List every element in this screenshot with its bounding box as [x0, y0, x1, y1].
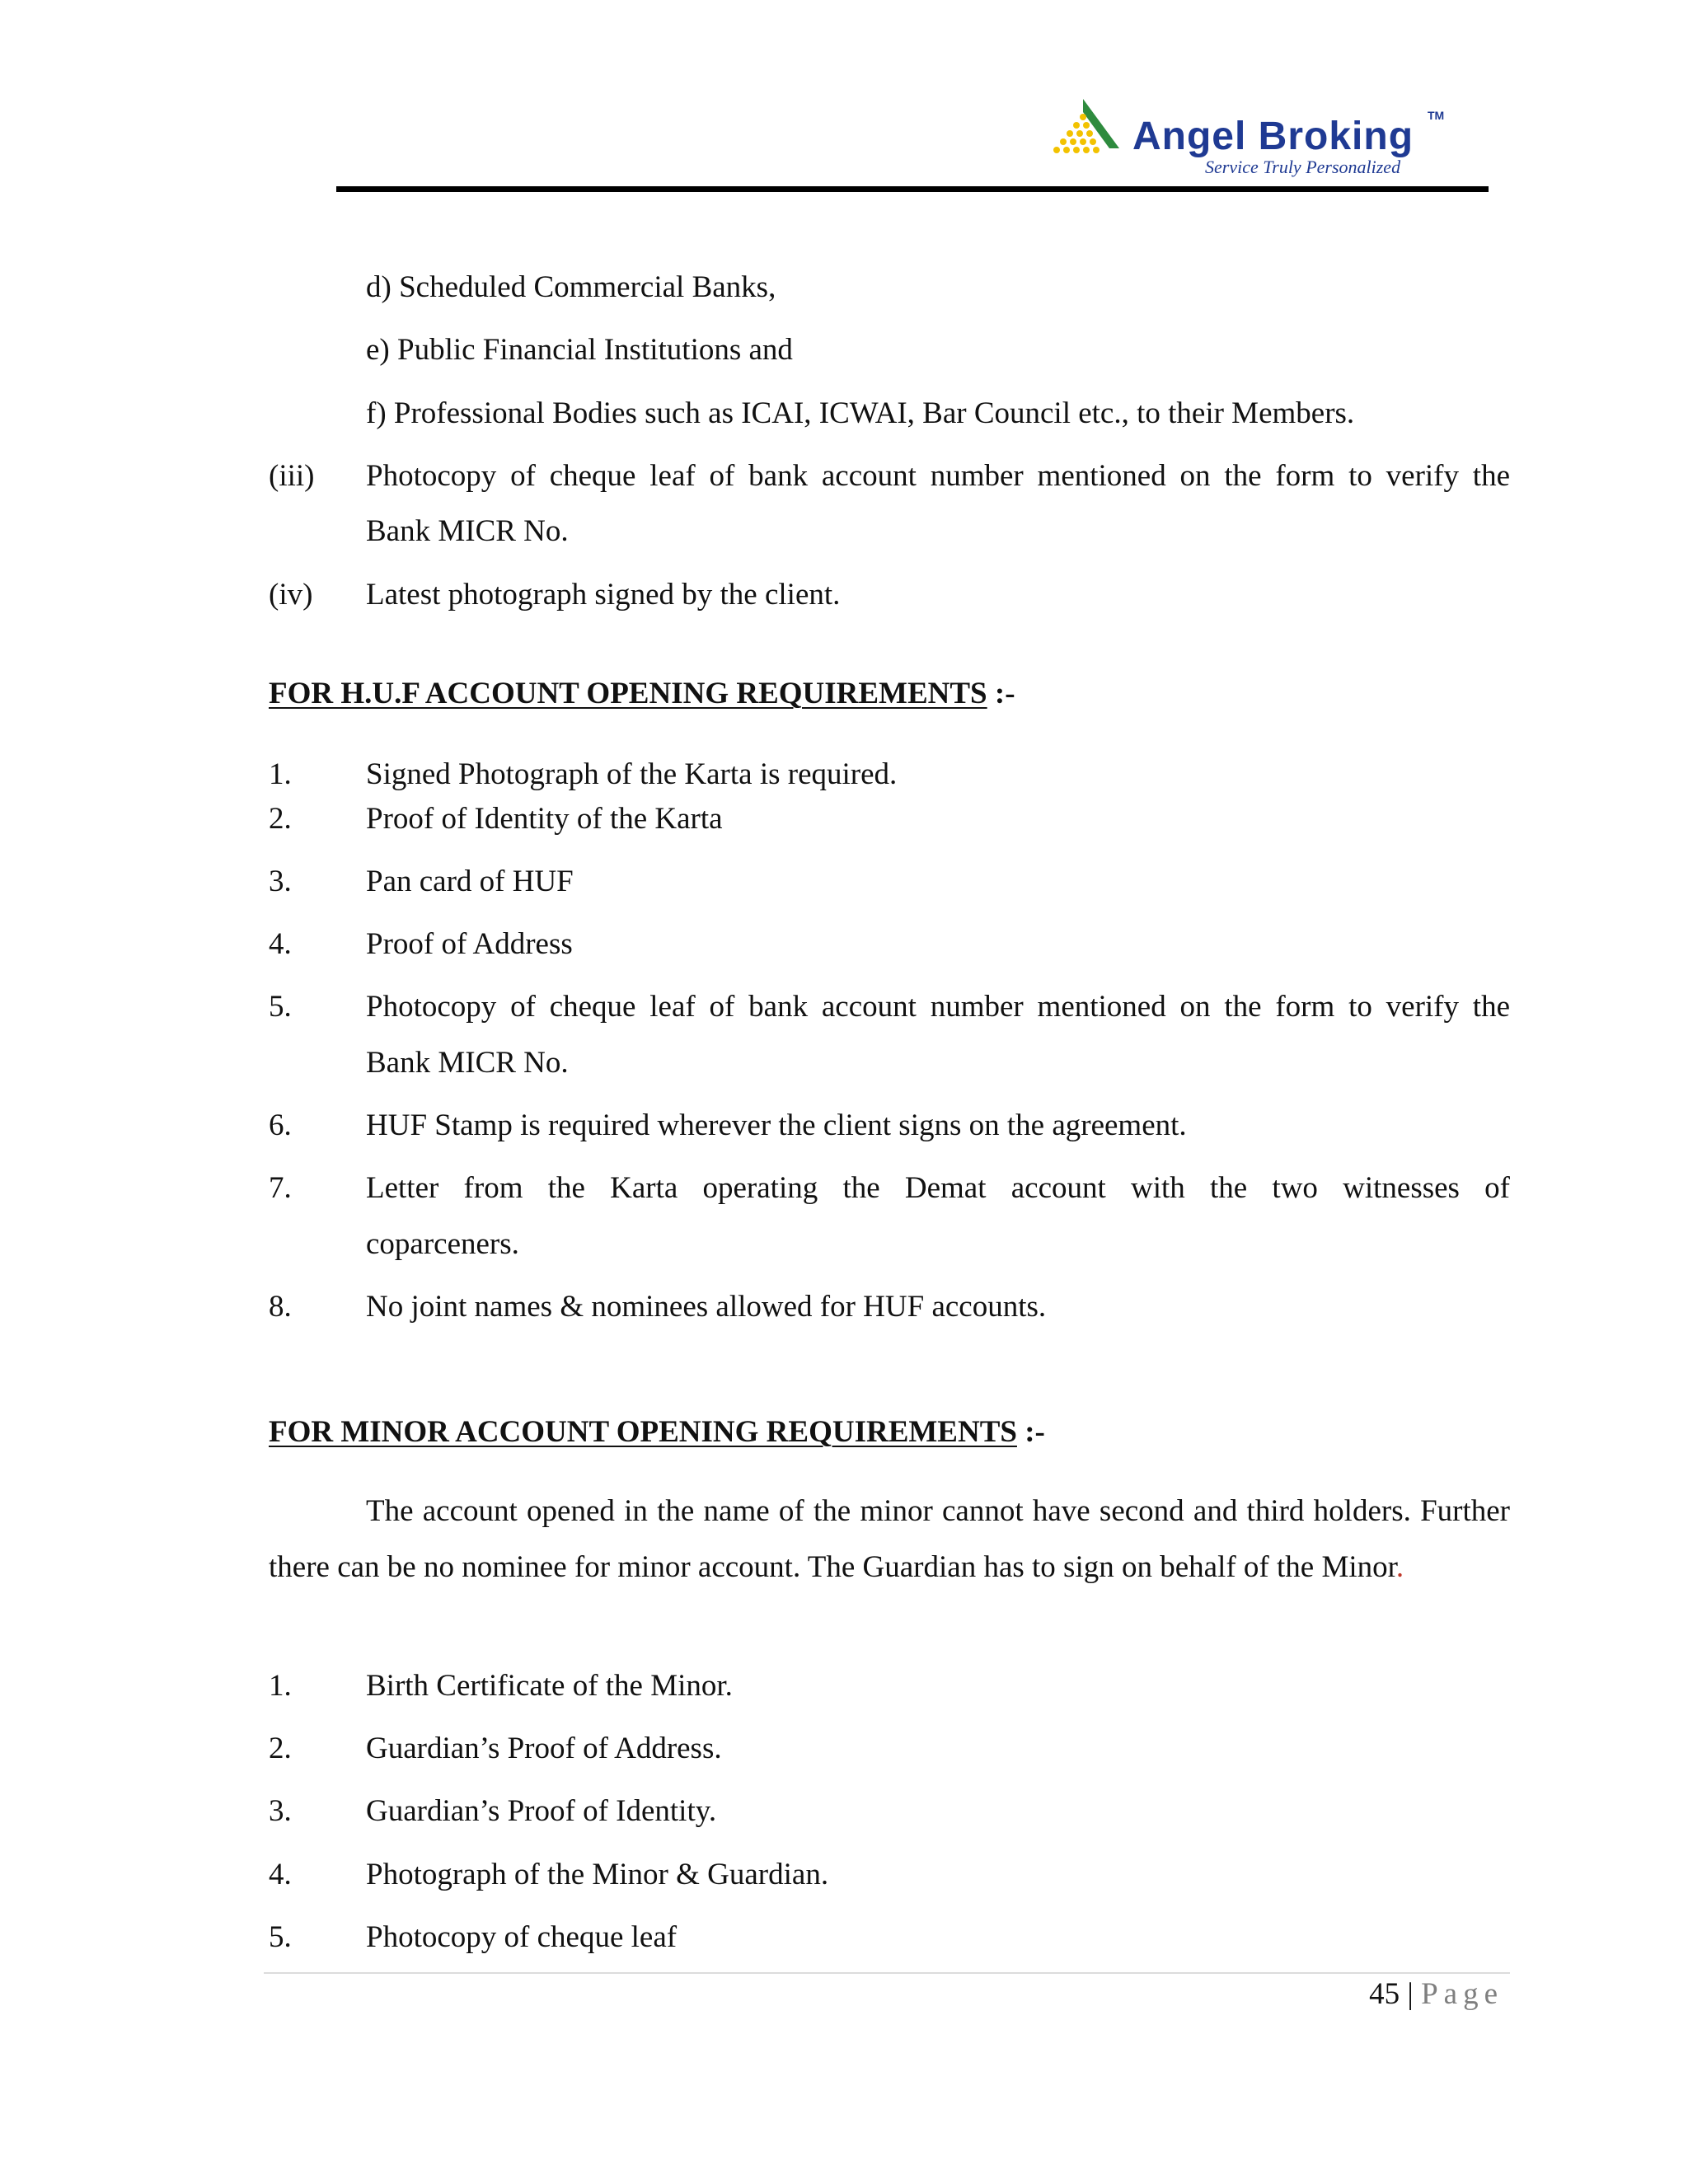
- list-number: 2.: [269, 1732, 292, 1765]
- minor-heading-suffix: :-: [1016, 1415, 1045, 1449]
- list-item-text: Signed Photograph of the Karta is required.: [366, 757, 898, 791]
- list-number: 1.: [269, 1669, 292, 1703]
- intro-item-f: f) Professional Bodies such as ICAI, ICWAI, Bar Council etc., to their Members.: [366, 396, 1355, 430]
- list-item-text: Photograph of the Minor & Guardian.: [366, 1858, 829, 1891]
- list-item-text-continued: coparceners.: [366, 1227, 519, 1261]
- minor-paragraph: [269, 1483, 1510, 1596]
- list-number: 3.: [269, 1794, 292, 1828]
- angel-broking-logo: [1040, 97, 1502, 188]
- minor-heading-text: FOR MINOR ACCOUNT OPENING REQUIREMENTS: [269, 1415, 1017, 1449]
- huf-heading-text: FOR H.U.F ACCOUNT OPENING REQUIREMENTS: [269, 677, 987, 710]
- list-number: 1.: [269, 757, 292, 791]
- list-item-text: Guardian’s Proof of Address.: [366, 1732, 722, 1765]
- logo-triangle-icon: [1040, 97, 1139, 163]
- footer-rule: [264, 1972, 1510, 1974]
- list-item-text: Proof of Identity of the Karta: [366, 802, 723, 836]
- page-number: 45: [1369, 1977, 1400, 2011]
- intro-item-d: d) Scheduled Commercial Banks,: [366, 270, 776, 304]
- minor-section-heading: [269, 1414, 1045, 1451]
- list-item-text: Proof of Address: [366, 927, 573, 961]
- list-item-text: Photocopy of cheque leaf of bank account number mentioned on the form to verify the: [366, 990, 1510, 1024]
- list-item-text: Photocopy of cheque leaf: [366, 1920, 678, 1954]
- list-item-text: Birth Certificate of the Minor.: [366, 1669, 733, 1703]
- list-item-text: HUF Stamp is required wherever the client signs on the agreement.: [366, 1108, 1187, 1142]
- list-item-text: No joint names & nominees allowed for HUF accounts.: [366, 1290, 1047, 1324]
- intro-item-e: e) Public Financial Institutions and: [366, 333, 793, 367]
- logo-trademark: TM: [1428, 109, 1445, 122]
- list-item-text-continued: Bank MICR No.: [366, 514, 569, 548]
- list-item-text-continued: Bank MICR No.: [366, 1046, 569, 1080]
- list-number: 2.: [269, 802, 292, 836]
- list-number: 3.: [269, 865, 292, 898]
- list-number: (iv): [269, 578, 313, 612]
- list-item-text: Latest photograph signed by the client.: [366, 578, 841, 612]
- huf-heading-suffix: :-: [987, 677, 1015, 710]
- list-number: 6.: [269, 1108, 292, 1142]
- logo-tagline: Service Truly Personalized: [1205, 157, 1401, 177]
- page-separator: |: [1400, 1977, 1422, 2011]
- minor-paragraph-end: .: [1395, 1550, 1404, 1584]
- list-item-text: Guardian’s Proof of Identity.: [366, 1794, 717, 1828]
- list-number: 7.: [269, 1171, 292, 1205]
- page-label: Page: [1421, 1977, 1503, 2011]
- minor-paragraph-text: The account opened in the name of the minor cannot have second and third holders. Further there can be no nominee for minor account. The Guardian has to sign on behalf of the Minor: [269, 1494, 1510, 1584]
- list-number: 4.: [269, 927, 292, 961]
- list-number: 4.: [269, 1858, 292, 1891]
- list-item-text: Pan card of HUF: [366, 865, 574, 898]
- header-rule: [336, 186, 1489, 192]
- list-number: 8.: [269, 1290, 292, 1324]
- list-number: 5.: [269, 1920, 292, 1954]
- list-number: 5.: [269, 990, 292, 1024]
- list-item-text: Letter from the Karta operating the Demat account with the two witnesses of: [366, 1171, 1510, 1205]
- page-footer: [1369, 1976, 1503, 2013]
- huf-section-heading: [269, 676, 1015, 712]
- list-number: (iii): [269, 459, 315, 493]
- list-item-text: Photocopy of cheque leaf of bank account number mentioned on the form to verify the: [366, 459, 1510, 493]
- logo-brand-name: Angel Broking: [1132, 115, 1414, 158]
